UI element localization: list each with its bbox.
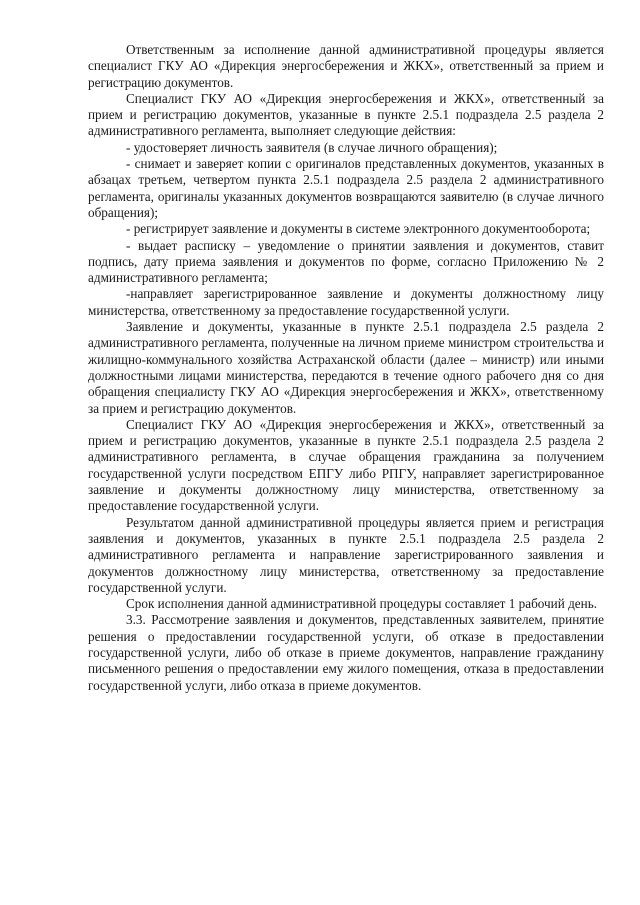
paragraph-specialist-actions: Специалист ГКУ АО «Дирекция энергосбережения и ЖКХ», ответственный за прием и регистрацию документов, указанные в пункте 2.5.1 подраздела 2.5 раздела 2 административного регламента, выполняет следующие действия: — [88, 90, 604, 139]
list-item-copies: - снимает и заверяет копии с оригиналов представленных документов, указанных в абзацах третьем, четвертом пункта 2.5.1 подраздела 2.5 раздела 2 административного регламента, оригиналы указанных документов возвращаются заявителю (в случае личного обращения); — [88, 156, 604, 220]
list-item-register: - регистрирует заявление и документы в системе электронного документооборота; — [126, 221, 591, 237]
paragraph-responsible: Ответственным за исполнение данной административной процедуры является специалист ГКУ АО «Дирекция энергосбережения и ЖКХ», ответственный за прием и регистрацию документов. — [88, 42, 604, 90]
paragraph-section-3-3: 3.3. Рассмотрение заявления и документов, представленных заявителем, принятие решения о предоставлении государственной услуги, об отказе в предоставлении государственной услуги, либо об отказе в приеме документов, направление гражданину письменного решения о предоставлении ему жилого помещения, отказа в предоставлении государственной услуги, либо отказа в приеме документов. — [88, 612, 604, 693]
list-item-forward: -направляет зарегистрированное заявление и документы должностному лицу министерства, ответственному за предоставление государственной услуги. — [88, 286, 604, 318]
document-page — [88, 42, 604, 694]
list-item-verify-identity: - удостоверяет личность заявителя (в случае личного обращения); — [126, 139, 498, 155]
paragraph-personal-reception: Заявление и документы, указанные в пункте 2.5.1 подраздела 2.5 раздела 2 административного регламента, полученные на личном приеме министром строительства и жилищно-коммунального хозяйства Астраханской области (далее – министр) или иными должностными лицами министерства, передаются в течение одного рабочего дня со дня обращения специалисту ГКУ АО «Дирекция энергосбережения и ЖКХ», ответственному за прием и регистрацию документов. — [88, 319, 604, 416]
paragraph-epgu-rpgu: Специалист ГКУ АО «Дирекция энергосбережения и ЖКХ», ответственный за прием и регистрацию документов, указанные в пункте 2.5.1 подраздела 2.5 раздела 2 административного регламента, в случае обращения гражданина за получением государственной услуги посредством ЕПГУ либо РПГУ, направляет зарегистрированное заявление и документы должностному лицу министерства, ответственному за предоставление государственной услуги. — [88, 416, 604, 514]
paragraph-result: Результатом данной административной процедуры является прием и регистрация заявления и документов, указанных в пункте 2.5.1 подраздела 2.5 раздела 2 административного регламента и направление зарегистрированного заявления и документов должностному лицу министерства, ответственному за предоставление государственной услуги. — [88, 514, 604, 595]
list-item-receipt: - выдает расписку – уведомление о принятии заявления и документов, ставит подпись, дату приема заявления и документов по форме, согласно Приложению № 2 административного регламента; — [88, 237, 604, 286]
paragraph-term: Срок исполнения данной административной процедуры составляет 1 рабочий день. — [126, 596, 598, 612]
